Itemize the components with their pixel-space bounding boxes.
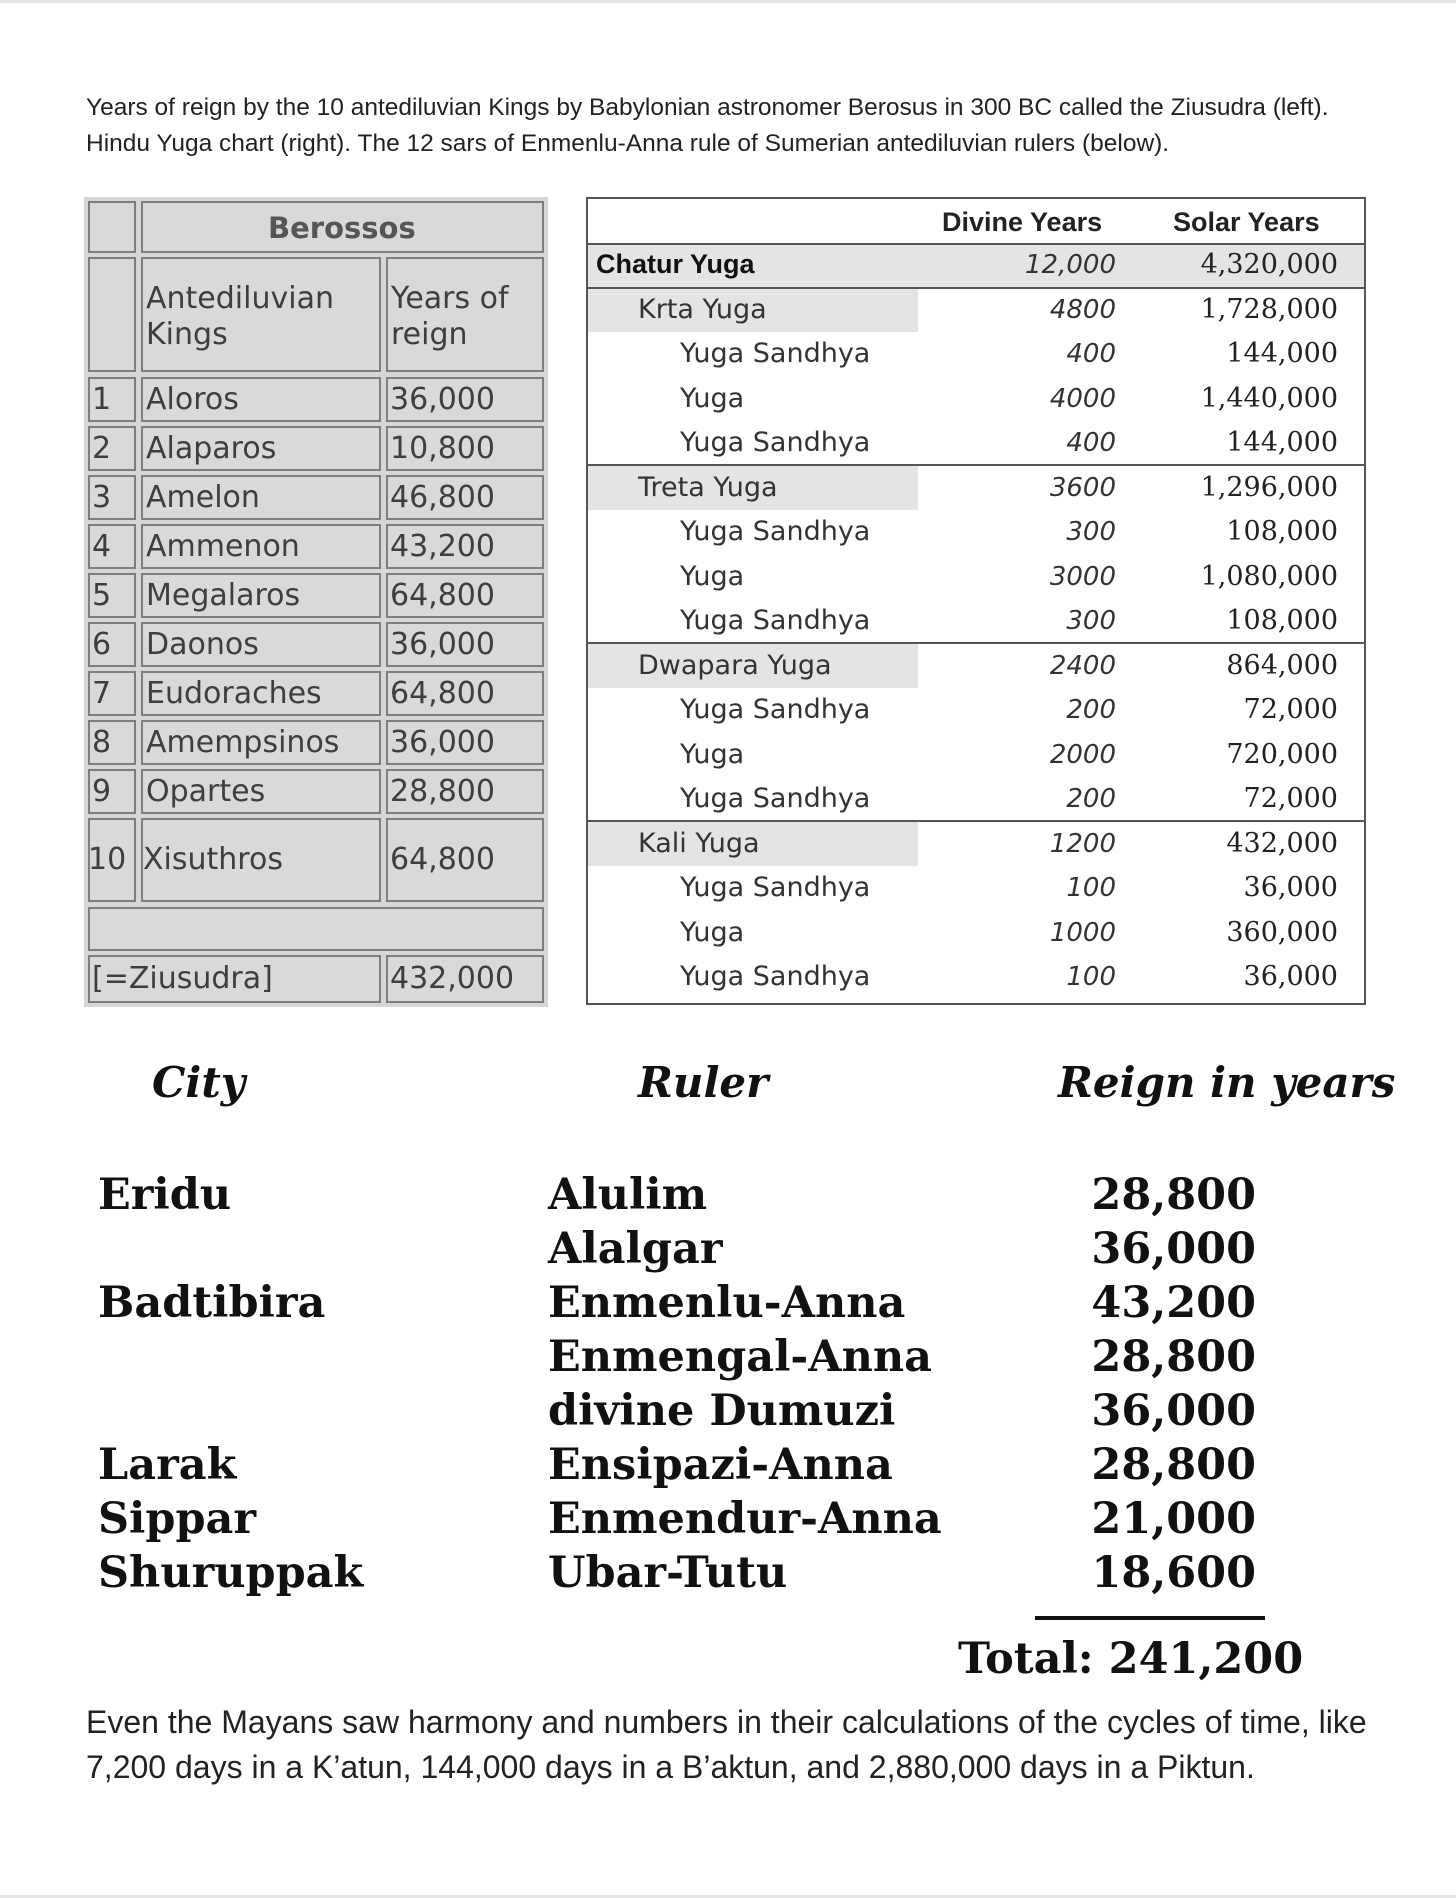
- column-header-years: Years of reign: [391, 281, 509, 352]
- divine-years-value: 3000: [1049, 562, 1116, 592]
- yuga-subperiod-name: Yuga: [680, 561, 745, 592]
- divine-years-value: 12,000: [1025, 250, 1116, 280]
- row-index: 9: [92, 774, 112, 809]
- ruler-name: Alulim: [548, 1170, 708, 1220]
- solar-years-value: 144,000: [1226, 338, 1338, 369]
- header-index-cell: [88, 257, 136, 372]
- reign-value: 36,000: [1091, 1224, 1256, 1274]
- yuga-subperiod-name: Yuga Sandhya: [680, 605, 871, 636]
- divine-years-value: 3600: [1049, 473, 1116, 503]
- reign-years: 36,000: [390, 725, 495, 760]
- column-header-solar: Solar Years: [1173, 207, 1320, 237]
- footer-text: Even the Mayans saw harmony and numbers in their calculations of the cycles of time, like 7,200 days in a K’atun, 144,000 days in a B’aktun, and 2,880,000 days in a Piktun.: [86, 1704, 1367, 1785]
- solar-years-value: 36,000: [1243, 961, 1338, 992]
- yuga-subperiod-name: Yuga: [680, 739, 745, 770]
- reign-years: 10,800: [390, 431, 495, 466]
- solar-years-value: 432,000: [1226, 828, 1338, 859]
- solar-years-value: 72,000: [1243, 783, 1338, 814]
- divine-years-value: 400: [1066, 339, 1116, 369]
- column-header-city: City: [152, 1058, 246, 1107]
- ruler-name: Ensipazi-Anna: [548, 1440, 893, 1490]
- solar-years-value: 720,000: [1226, 739, 1338, 770]
- ruler-name: Enmenlu-Anna: [548, 1278, 906, 1328]
- reign-years: 64,800: [390, 578, 495, 613]
- reign-years: 46,800: [390, 480, 495, 515]
- solar-years-value: 72,000: [1243, 694, 1338, 725]
- yuga-table: [586, 197, 1366, 1005]
- ruler-name: Enmendur-Anna: [548, 1494, 942, 1544]
- yuga-subperiod-name: Yuga: [680, 383, 745, 414]
- solar-years-value: 36,000: [1243, 872, 1338, 903]
- yuga-cycle-name: Chatur Yuga: [596, 249, 755, 279]
- solar-years-value: 1,728,000: [1200, 294, 1338, 325]
- solar-years-value: 864,000: [1226, 650, 1338, 681]
- row-index: 3: [92, 480, 112, 515]
- reign-value: 36,000: [1091, 1386, 1256, 1436]
- solar-years-value: 1,080,000: [1200, 561, 1338, 592]
- reign-years: 64,800: [390, 676, 495, 711]
- total-reign: Total: 241,200: [958, 1634, 1304, 1684]
- king-name: Daonos: [146, 627, 259, 662]
- caption: Years of reign by the 10 antediluvian Kings by Babylonian astronomer Berosus in 300 BC called the Ziusudra (left). Hindu Yuga chart (right). The 12 sars of Enmenlu-Anna rule of Sumerian antediluvian rulers (below).: [86, 94, 1329, 157]
- yuga-subperiod-name: Yuga Sandhya: [680, 961, 871, 992]
- yuga-subperiod-name: Yuga Sandhya: [680, 338, 871, 369]
- divine-years-value: 4000: [1049, 384, 1116, 414]
- city-shuruppak: Shuruppak: [98, 1548, 364, 1598]
- reign-value: 28,800: [1091, 1440, 1256, 1490]
- reign-years: 28,800: [390, 774, 495, 809]
- total-rule: [1035, 1616, 1265, 1620]
- ruler-name: divine Dumuzi: [548, 1386, 896, 1436]
- yuga-subperiod-name: Yuga Sandhya: [680, 427, 871, 458]
- king-name: Aloros: [146, 382, 239, 417]
- divine-years-value: 4800: [1049, 295, 1116, 325]
- row-index: 1: [92, 382, 112, 417]
- divine-years-value: 100: [1066, 873, 1116, 903]
- king-name: Eudoraches: [146, 676, 322, 711]
- divine-years-value: 200: [1066, 695, 1116, 725]
- king-name: Ammenon: [146, 529, 300, 564]
- ruler-name: Enmengal-Anna: [548, 1332, 933, 1382]
- ruler-name: Alalgar: [548, 1224, 723, 1274]
- yuga-subperiod-name: Yuga Sandhya: [680, 872, 871, 903]
- reign-value: 43,200: [1091, 1278, 1256, 1328]
- solar-years-value: 1,440,000: [1200, 383, 1338, 414]
- yuga-subperiod-name: Yuga Sandhya: [680, 694, 871, 725]
- row-separator: [588, 464, 1364, 466]
- column-header-reign: Reign in years: [1058, 1058, 1396, 1107]
- berossos-title: Berossos: [268, 211, 416, 245]
- king-name: Opartes: [146, 774, 266, 809]
- row-separator: [588, 820, 1364, 822]
- column-header-divine: Divine Years: [942, 207, 1103, 237]
- divine-years-value: 2000: [1049, 740, 1116, 770]
- row-index: 8: [92, 725, 112, 760]
- total-label: [=Ziusudra]: [92, 961, 273, 996]
- reign-value: 18,600: [1091, 1548, 1256, 1598]
- blank-row-cell: [88, 907, 544, 951]
- row-index: 6: [92, 627, 112, 662]
- divine-years-value: 300: [1066, 517, 1116, 547]
- divine-years-value: 100: [1066, 962, 1116, 992]
- yuga-subperiod-name: Yuga: [680, 917, 745, 948]
- city-larak: Larak: [98, 1440, 237, 1490]
- king-name: Xisuthros: [143, 842, 283, 877]
- divine-years-value: 400: [1066, 428, 1116, 458]
- city-sippar: Sippar: [98, 1494, 257, 1544]
- reign-value: 28,800: [1091, 1170, 1256, 1220]
- yuga-age-name: Treta Yuga: [638, 472, 778, 503]
- yuga-subperiod-name: Yuga Sandhya: [680, 516, 871, 547]
- page-top-edge: [0, 0, 1456, 3]
- reign-years: 64,800: [390, 842, 495, 877]
- solar-years-value: 360,000: [1226, 917, 1338, 948]
- king-name: Megalaros: [146, 578, 301, 613]
- divine-years-value: 200: [1066, 784, 1116, 814]
- city-eridu: Eridu: [98, 1170, 232, 1220]
- divine-years-value: 2400: [1049, 651, 1116, 681]
- king-name: Alaparos: [146, 431, 277, 466]
- solar-years-value: 1,296,000: [1200, 472, 1338, 503]
- ruler-name: Ubar-Tutu: [548, 1548, 788, 1598]
- header-blank-cell: [88, 201, 136, 253]
- total-value: 432,000: [390, 961, 515, 996]
- yuga-age-name: Krta Yuga: [638, 294, 767, 325]
- king-name: Amempsinos: [146, 725, 340, 760]
- city-badtibira: Badtibira: [98, 1278, 326, 1328]
- solar-years-value: 108,000: [1226, 605, 1338, 636]
- yuga-age-name: Dwapara Yuga: [638, 650, 832, 681]
- row-index: 10: [88, 842, 127, 877]
- yuga-subperiod-name: Yuga Sandhya: [680, 783, 871, 814]
- yuga-age-name: Kali Yuga: [638, 828, 760, 859]
- column-header-kings: Antediluvian Kings: [146, 281, 334, 352]
- row-index: 4: [92, 529, 112, 564]
- berossos-table: [84, 197, 548, 1007]
- row-index: 7: [92, 676, 112, 711]
- row-separator: [588, 287, 1364, 289]
- row-separator: [588, 243, 1364, 245]
- reign-years: 36,000: [390, 382, 495, 417]
- divine-years-value: 1200: [1049, 829, 1116, 859]
- divine-years-value: 1000: [1049, 918, 1116, 948]
- solar-years-value: 108,000: [1226, 516, 1338, 547]
- solar-years-value: 4,320,000: [1200, 249, 1338, 280]
- solar-years-value: 144,000: [1226, 427, 1338, 458]
- reign-years: 43,200: [390, 529, 495, 564]
- reign-value: 28,800: [1091, 1332, 1256, 1382]
- column-header-ruler: Ruler: [638, 1058, 769, 1107]
- reign-value: 21,000: [1091, 1494, 1256, 1544]
- row-index: 5: [92, 578, 112, 613]
- row-index: 2: [92, 431, 112, 466]
- divine-years-value: 300: [1066, 606, 1116, 636]
- king-name: Amelon: [146, 480, 260, 515]
- reign-years: 36,000: [390, 627, 495, 662]
- row-separator: [588, 642, 1364, 644]
